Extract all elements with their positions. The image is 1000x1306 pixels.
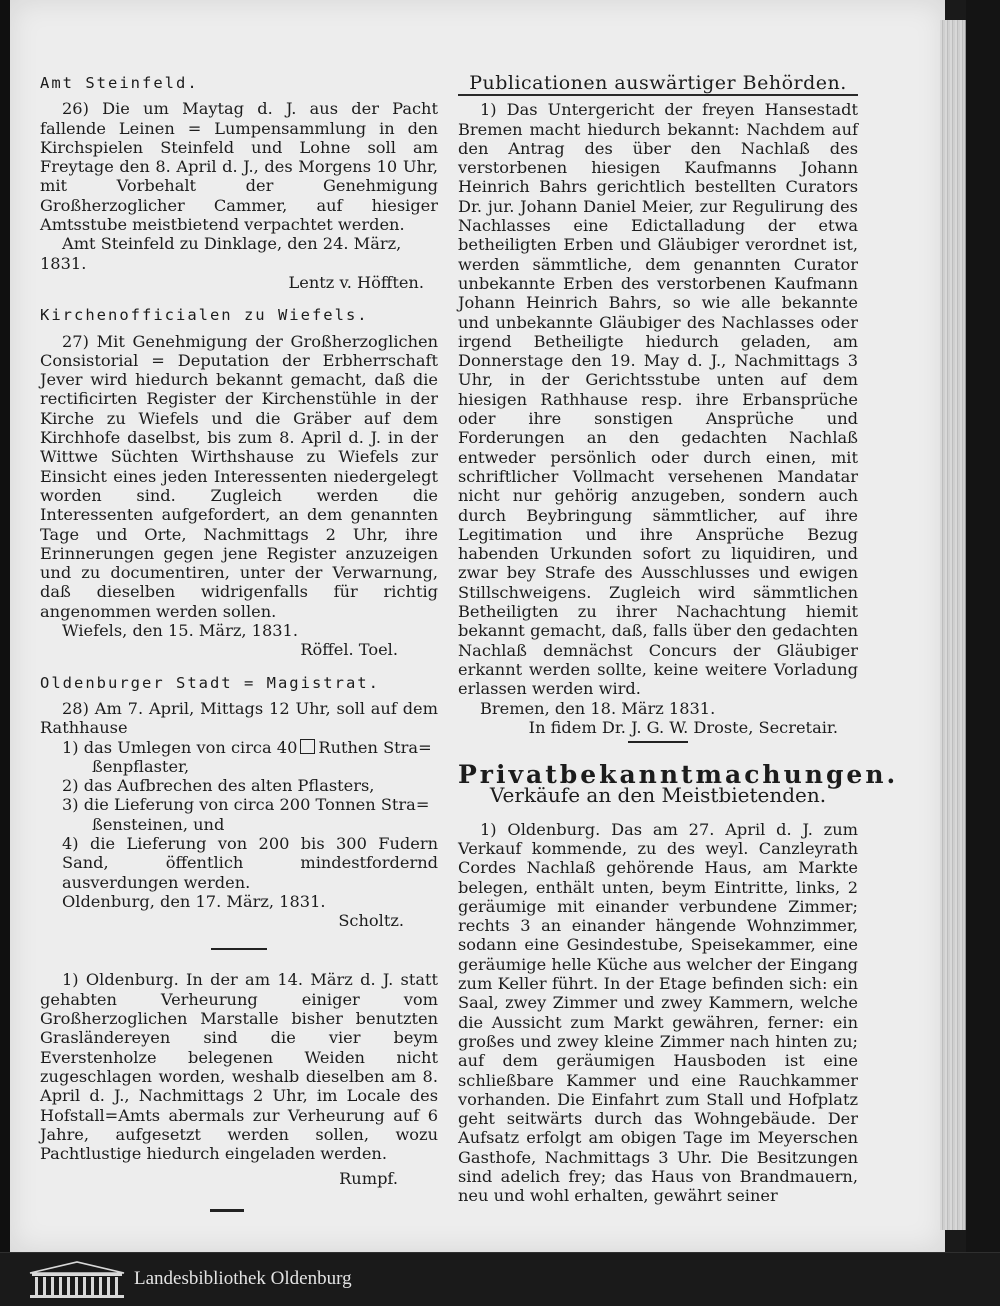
section-title-kirchenofficialen: Kirchenofficialen zu Wiefels.: [40, 306, 369, 325]
section-title-stadt-magistrat: Oldenburger Stadt = Magistrat.: [40, 673, 380, 692]
item-1-text-b: Ruthen Stra=: [318, 737, 432, 757]
scan-right-edge: [966, 0, 1000, 1252]
notice-27-signature: Röffel. Toel.: [300, 640, 398, 660]
library-name: Landesbibliothek Oldenburg: [134, 1268, 352, 1289]
signature-underline: [628, 741, 688, 743]
left-column: [40, 74, 438, 1212]
library-footer: [0, 1252, 1000, 1306]
notice-26: 26) Die um Maytag d. J. aus der Pacht fallende Leinen = Lumpensammlung in den Kirchspielen Steinfeld und Lohne soll am Freytage den 8. April d. J., des Morgens 10 Uhr, mit Vorbehalt der Genehmigung Großherzoglicher Cammer, auf hiesiger Amtsstube meistbietend verpachtet werden.: [40, 99, 438, 235]
document-page: [10, 0, 945, 1252]
notice-28-dateline: Oldenburg, den 17. März, 1831.: [62, 891, 326, 911]
section-divider: [211, 948, 267, 950]
section-title-privatbekanntmachungen: Privatbekanntmachungen.: [458, 760, 899, 790]
notice-28-item-4: 4) die Lieferung von 200 bis 300 Fudern Sand, öffentlich mindestfordernd ausverdungen werden.: [62, 833, 438, 892]
subsection-title-verkaeufe: Verkäufe an den Meistbietenden.: [489, 783, 827, 808]
scan-left-edge: [0, 0, 10, 1252]
item-3-text-a: 3) die Lieferung von circa 200 Tonnen Stra=: [62, 795, 430, 815]
notice-28-item-3: [62, 795, 438, 834]
notice-28-signature: Scholtz.: [338, 911, 404, 931]
section-title-amt-steinfeld: Amt Steinfeld.: [40, 74, 199, 92]
section-title-publicationen: Publicationen auswärtiger Behörden.: [458, 74, 858, 96]
notice-oldenburg-haus: 1) Oldenburg. Das am 27. April d. J. zum Verkauf kommende, zu des weyl. Canzleyrath Cordes Nachlaß gehörende Haus, am Markte belegen, enthält unten, beym Eintritte, links, 2 geräumige mit einander verbundene Zimmer; rechts 3 an einander hängende Wohnzimmer, sodann eine Gesindestube, Speisekammer, eine geräumige helle Küche aus welcher der Eingang zum Keller führt. In der Etage befinden sich: ein Saal, zwey Zimmer und zwey Kammern, welche die Aussicht zum Markt gewähren, ferner: ein großes und zwey kleine Zimmer nach hinten zu; auf dem geräumigen Hausboden ist eine schließbare Kammer und eine Rauchkammer vorhanden. Die Einfahrt zum Stall und Hofplatz geht seitwärts durch das Wohngebäude. Der Aufsatz erfolgt am obigen Tage im Meyerschen Gasthofe, Nachmittags 3 Uhr. Die Besitzungen sind adelich frey; das Haus von Brandmauern, neu und wohl erhalten, gewährt seiner: [458, 819, 858, 1206]
column-end-rule: [210, 1209, 244, 1212]
notice-bremen-dateline: Bremen, den 18. März 1831.: [480, 698, 716, 718]
notice-28-item-2: 2) das Aufbrechen des alten Pflasters,: [62, 776, 375, 796]
notice-oldenburg-marstall: 1) Oldenburg. In der am 14. März d. J. statt gehabten Verheurung einiger vom Großherzoglichen Marstalle bisher benutzten Grasländereyen sind die vier beym Everstenholze belegenen Weiden nicht zugeschlagen worden, weshalb dieselben am 8. April d. J., Nachmittags 2 Uhr, im Locale des Hofstall=Amts abermals zur Verheurung auf 6 Jahre, aufgesetzt werden sollen, wozu Pachtlustige hiedurch eingeladen werden.: [40, 970, 438, 1164]
notice-28-intro: 28) Am 7. April, Mittags 12 Uhr, soll auf dem Rathhause: [40, 698, 438, 738]
notice-26-signature: Lentz v. Höfften.: [288, 272, 424, 292]
notice-26-dateline: Amt Steinfeld zu Dinklage, den 24. März, 1831.: [40, 234, 402, 273]
notice-bremen: 1) Das Untergericht der freyen Hansestadt Bremen macht hiedurch bekannt: Nachdem auf den Antrag des über den Nachlaß des verstorbenen hiesigen Kaufmanns Johann Heinrich Bahrs gerichtlich bestellten Curators Dr. jur. Johann Daniel Meier, zur Regulirung des Nachlasses eine Edictalladung der etwa betheiligten Erben und Gläubiger verordnet ist, werden sämmtliche, dem genannten Curator unbekannte Erben des verstorbenen Kaufmann Johann Heinrich Bahrs, so wie alle bekannte und unbekannte Gläubiger des Nachlasses oder irgend Betheiligte hiedurch geladen, am Donnerstage den 19. May d. J., Nachmittags 3 Uhr, in der Gerichtsstube unten auf dem hiesigen Rathhause resp. ihre Erbansprüche oder ihre sonstigen Ansprüche und Forderungen an den gedachten Nachlaß entweder persönlich oder durch einen, mit schriftlicher Vollmacht versehenen Mandatar nicht nur gehörig anzugeben, sondern auch durch Beybringung sämmtlicher, auf ihre Legitimation und ihre Ansprüche Bezug habenden Urkunden sofort zu liquidiren, und zwar bey Strafe des Ausschlusses und ewigen Stillschweigens. Zugleich wird sämmtlichen Betheiligten zu ihrer Nachachtung hiemit bekannt gemacht, daß, falls über den gedachten Nachlaß demnächst Concurs der Gläubiger erkannt werden sollte, keine weitere Vorladung erlassen werden wird.: [458, 100, 858, 699]
notice-bremen-signature: In fidem Dr. J. G. W. Droste, Secretair.: [528, 717, 838, 737]
item-1-text-c: ßenpflaster,: [92, 756, 190, 776]
notice-27: 27) Mit Genehmigung der Großherzoglichen Consistorial = Deputation der Erbherrschaft Jever wird hiedurch bekannt gemacht, daß die rectificirten Register der Kirchenstühle in der Kirche zu Wiefels und die Gräber auf dem Kirchhofe daselbst, bis zum 8. April d. J. in der Wittwe Süchten Wirthshause zu Wiefels zur Einsicht eines jeden Interessenten niedergelegt worden sind. Zugleich werden die Interessenten aufgefordert, an dem genannten Tage und Orte, Nachmittags 2 Uhr, ihre Erinnerungen gegen jene Register anzuzeigen und zu documentiren, unter der Verwarnung, daß dieselben widrigenfalls für richtig angenommen werden sollen.: [40, 331, 438, 621]
notice-28-item-1: [62, 738, 438, 777]
page-stack-edges: [940, 20, 966, 1230]
right-column: [458, 72, 899, 1206]
item-1-text-a: 1) das Umlegen von circa 40: [62, 737, 298, 757]
notice-27-dateline: Wiefels, den 15. März, 1831.: [62, 621, 298, 641]
library-building-icon: [28, 1261, 126, 1299]
notice-marstall-signature: Rumpf.: [339, 1169, 398, 1189]
square-box-icon: [300, 739, 315, 754]
item-3-text-b: ßensteinen, und: [92, 814, 225, 834]
